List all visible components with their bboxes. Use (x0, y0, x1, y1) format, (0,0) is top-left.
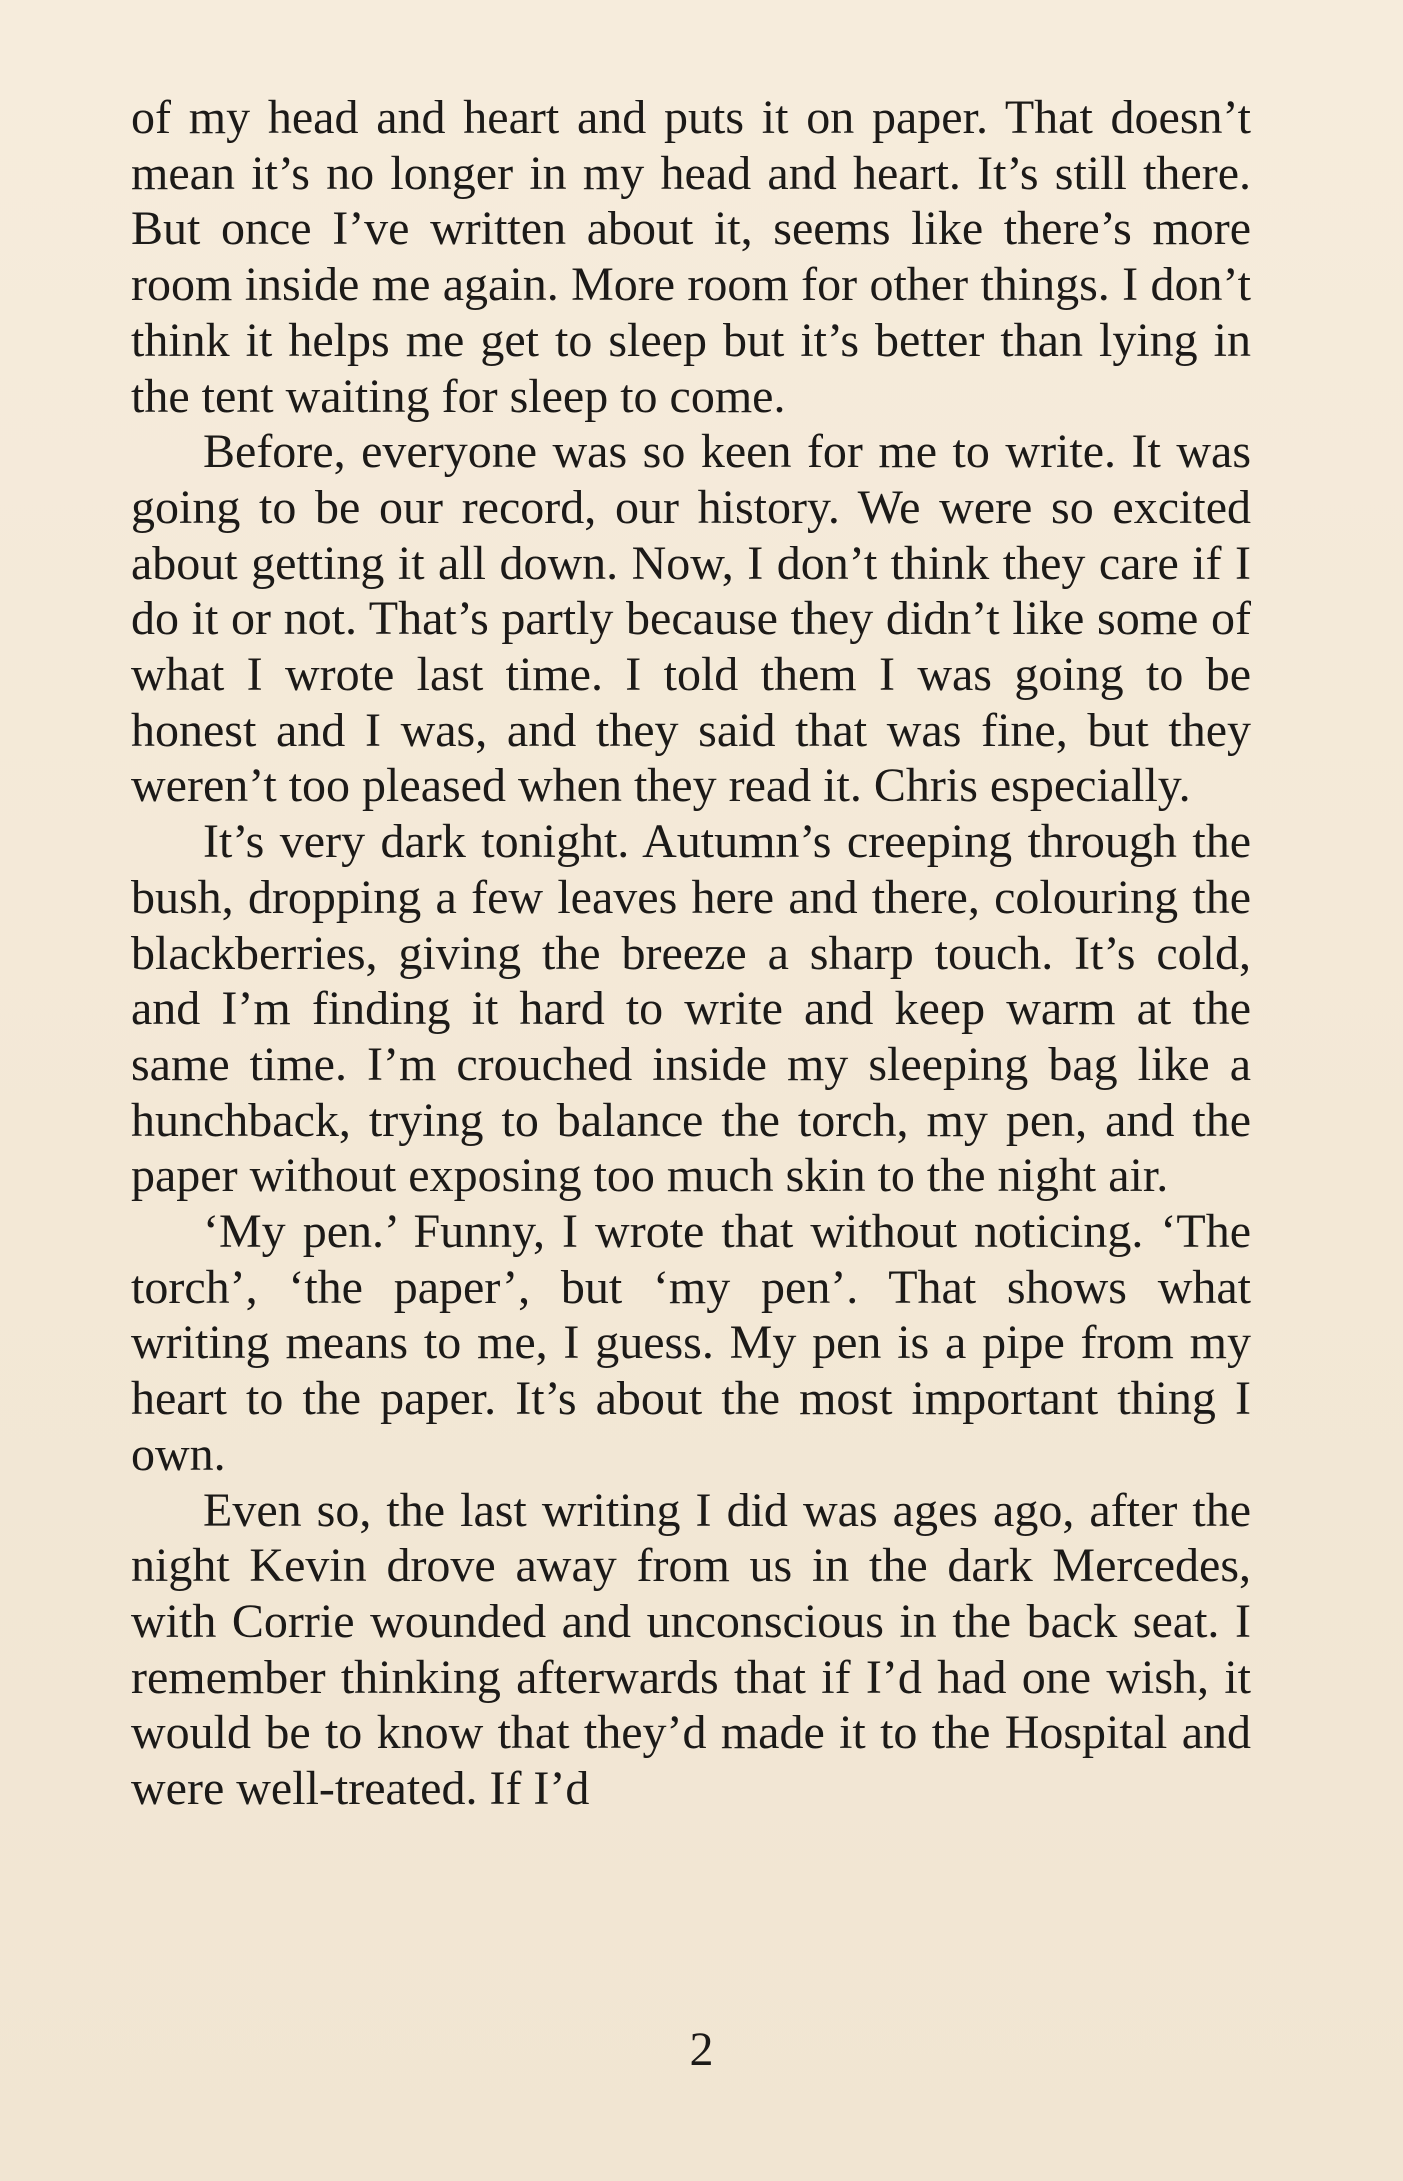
paragraph: It’s very dark tonight. Autumn’s creeping through the bush, dropping a few leaves here and there, colouring the blackberries, giving the breeze a sharp touch. It’s cold, and I’m finding it hard to write and keep warm at the same time. I’m crouched inside my sleeping bag like a hunchback, trying to balance the torch, my pen, and the paper without exposing too much skin to the night air. (131, 815, 1251, 1203)
paragraph: Before, everyone was so keen for me to write. It was going to be our record, our history. We were so excited about getting it all down. Now, I don’t think they care if I do it or not. That’s partly because they didn’t like some of what I wrote last time. I told them I was going to be honest and I was, and they said that was fine, but they weren’t too pleased when they read it. Chris especially. (131, 425, 1251, 813)
page-number: 2 (689, 2023, 714, 2076)
paragraph: ‘My pen.’ Funny, I wrote that without noticing. ‘The torch’, ‘the paper’, but ‘my pen’. That shows what writing means to me, I guess. My pen is a pipe from my heart to the paper. It’s about the most important thing I own. (131, 1205, 1251, 1481)
paragraph: Even so, the last writing I did was ages ago, after the night Kevin drove away from us in the dark Mercedes, with Corrie wounded and unconscious in the back seat. I remember thinking afterwards that if I’d had one wish, it would be to know that they’d made it to the Hospital and were well-treated. If I’d (131, 1483, 1251, 1816)
body-text (131, 90, 1251, 1817)
paragraph-continued: of my head and heart and puts it on paper. That doesn’t mean it’s no longer in my head and heart. It’s still there. But once I’ve written about it, seems like there’s more room inside me again. More room for other things. I don’t think it helps me get to sleep but it’s better than lying in the tent waiting for sleep to come. (131, 91, 1251, 423)
